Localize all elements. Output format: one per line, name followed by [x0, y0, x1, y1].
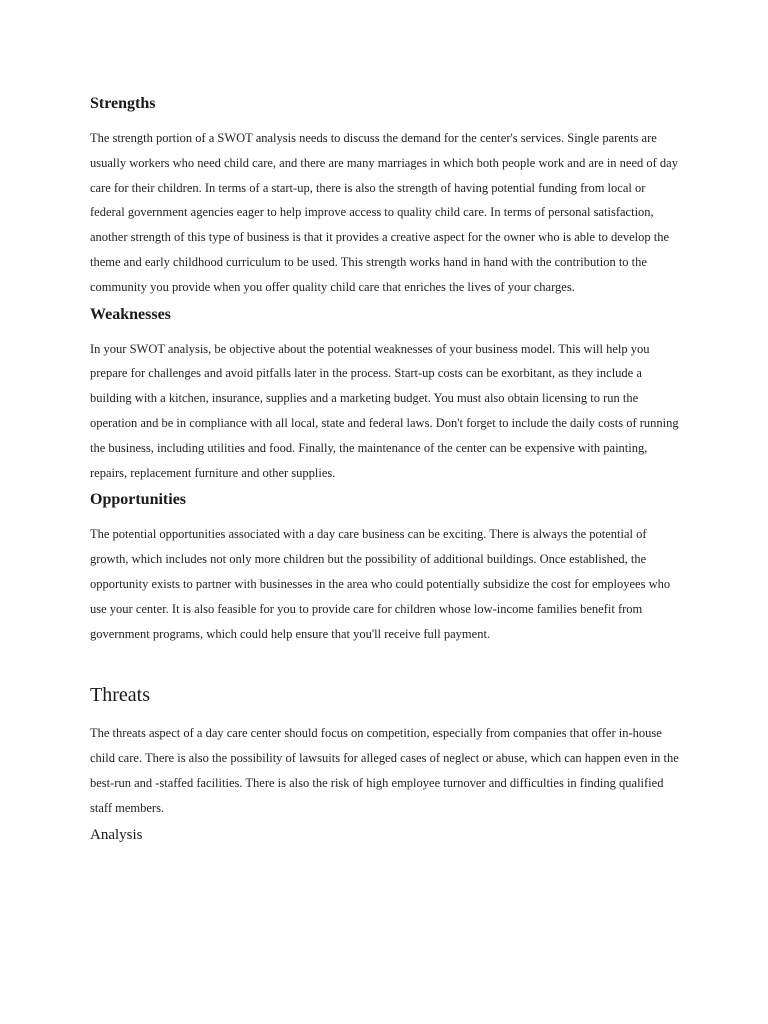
paragraph-threats: The threats aspect of a day care center should focus on competition, especially from companies that offer in-house child care. There is also the possibility of lawsuits for alleged cases of neglect or abuse, which can happen even in the best-run and -staffed facilities. There is also the risk of high employee turnover and difficulties in finding qualified staff members.: [90, 726, 679, 815]
document-page: [90, 92, 682, 845]
heading-strengths: Strengths: [90, 95, 156, 112]
heading-opportunities: Opportunities: [90, 491, 187, 509]
heading-analysis: Analysis: [90, 826, 143, 843]
heading-weaknesses: Weaknesses: [90, 305, 171, 323]
heading-threats: Threats: [90, 684, 150, 707]
paragraph-weaknesses: In your SWOT analysis, be objective about the potential weaknesses of your business model. This will help you prepare for challenges and avoid pitfalls later in the process. Start-up costs can be exorbitant, as they include a building with a kitchen, insurance, supplies and a marketing budget. You must also obtain licensing to run the operation and be in compliance with all local, state and federal laws. Don't forget to include the daily costs of running the business, including utilities and food. Finally, the maintenance of the center can be expensive with painting, repairs, replacement furniture and other supplies.: [90, 341, 679, 480]
paragraph-strengths: The strength portion of a SWOT analysis needs to discuss the demand for the center's services. Single parents are usually workers who need child care, and there are many marriages in which both people work and are in need of day care for their children. In terms of a start-up, there is also the strength of having potential funding from local or federal government agencies eager to help improve access to quality child care. In terms of personal satisfaction, another strength of this type of business is that it provides a creative aspect for the owner who is able to develop the theme and early childhood curriculum to be used. This strength works hand in hand with the contribution to the community you provide when you offer quality child care that enriches the lives of your charges.: [90, 131, 678, 294]
paragraph-opportunities: The potential opportunities associated with a day care business can be exciting. There is always the potential of growth, which includes not only more children but the possibility of additional buildings. Once established, the opportunity exists to partner with businesses in the area who could potentially subsidize the cost for employees who use your center. It is also feasible for you to provide care for children whose low-income families benefit from government programs, which could help ensure that you'll receive full payment.: [90, 527, 671, 641]
